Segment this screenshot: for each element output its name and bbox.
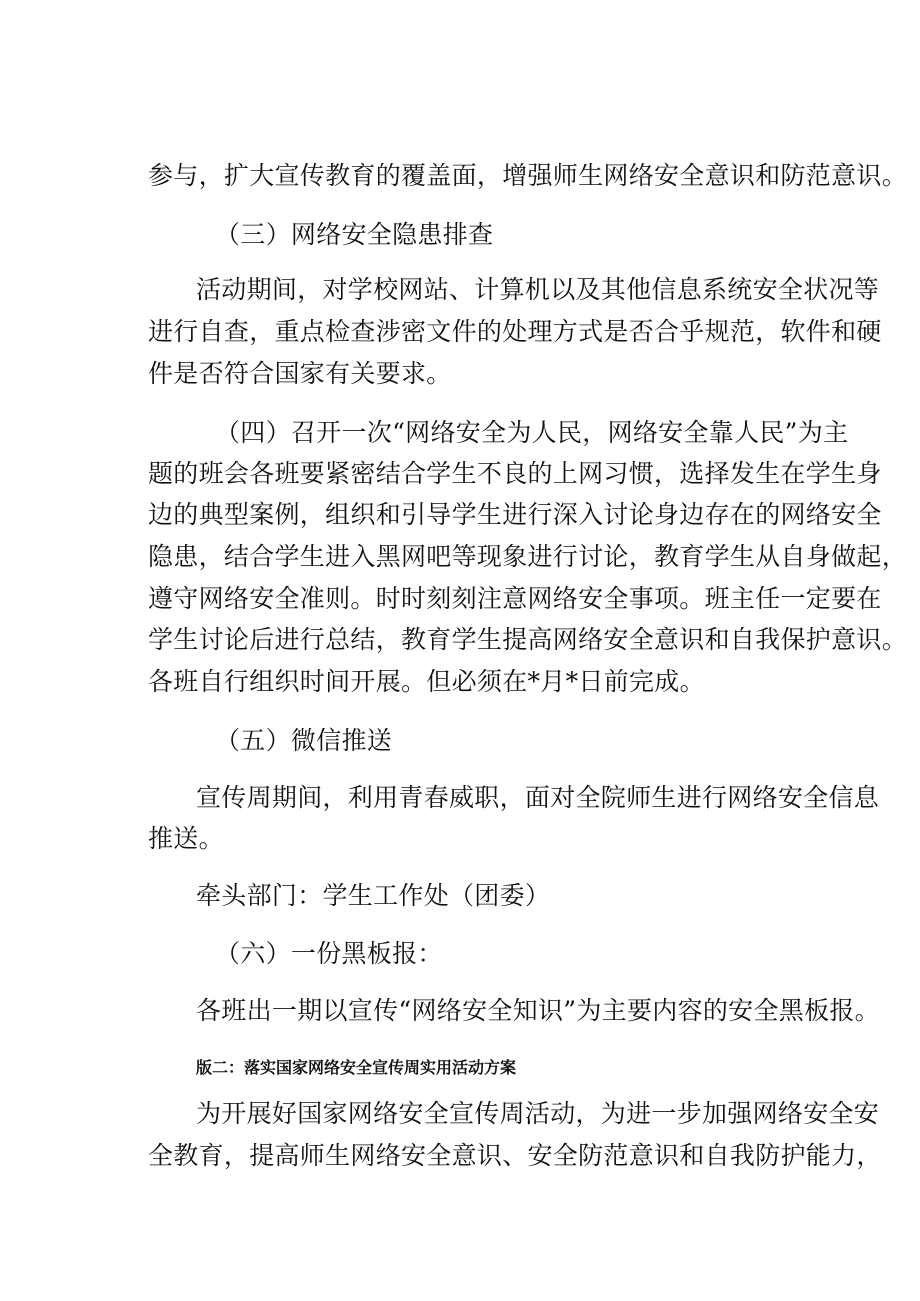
paragraph-line: 遵守网络安全准则。时时刻刻注意网络安全事项。班主任一定要在	[148, 584, 882, 613]
paragraph-line: 件是否符合国家有关要求。	[148, 359, 452, 388]
subheading-6: （六）一份黑板报：	[215, 939, 443, 968]
lead-department: 牵头部门：学生工作处（团委）	[196, 881, 551, 910]
paragraph-line: 为开展好国家网络安全宣传周活动，为进一步加强网络安全安	[196, 1099, 880, 1128]
paragraph-line: 边的典型案例，组织和引导学生进行深入讨论身边存在的网络安全	[148, 500, 882, 529]
subheading-3: （三）网络安全隐患排查	[215, 220, 494, 249]
subheading-4: （四）召开一次“网络安全为人民，网络安全靠人民”为主	[215, 418, 849, 447]
paragraph-line: 隐患，结合学生进入黑网吧等现象进行讨论，教育学生从自身做起，	[148, 542, 908, 571]
paragraph-line: 全教育，提高师生网络安全意识、安全防范意识和自我防护能力，	[148, 1141, 882, 1170]
paragraph-line: 宣传周期间，利用青春威职，面对全院师生进行网络安全信息	[196, 783, 880, 812]
paragraph-line: 参与，扩大宣传教育的覆盖面，增强师生网络安全意识和防范意识。	[148, 161, 908, 190]
section-heading: 版二：落实国家网络安全宣传周实用活动方案	[196, 1058, 517, 1077]
paragraph-line: 题的班会各班要紧密结合学生不良的上网习惯，选择发生在学生身	[148, 459, 882, 488]
subheading-5: （五）微信推送	[215, 726, 393, 755]
paragraph-line: 推送。	[148, 824, 224, 853]
paragraph-line: 学生讨论后进行总结，教育学生提高网络安全意识和自我保护意识。	[148, 625, 908, 654]
paragraph-line: 各班自行组织时间开展。但必须在*月*日前完成。	[148, 667, 705, 696]
paragraph-line: 各班出一期以宣传“网络安全知识”为主要内容的安全黑板报。	[196, 996, 880, 1025]
paragraph-line: 进行自查，重点检查涉密文件的处理方式是否合乎规范，软件和硬	[148, 317, 882, 346]
paragraph-line: 活动期间，对学校网站、计算机以及其他信息系统安全状况等	[196, 275, 880, 304]
